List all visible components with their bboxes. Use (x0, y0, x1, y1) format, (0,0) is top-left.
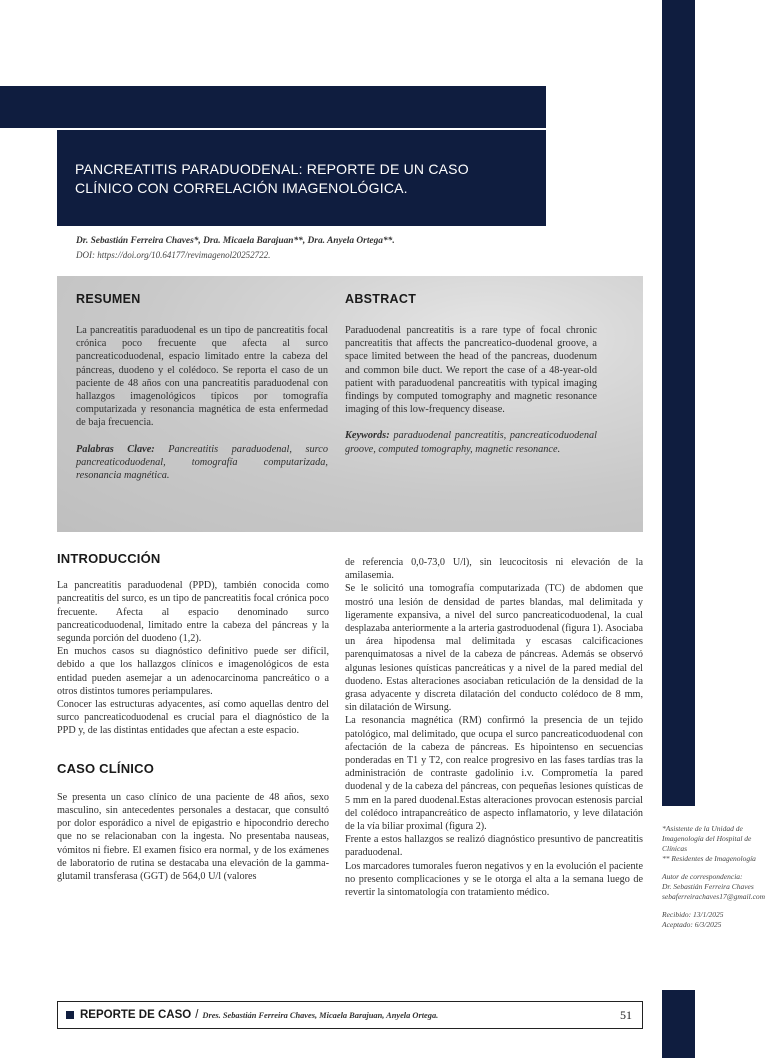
abstract-body: Paraduodenal pancreatitis is a rare type of focal chronic pancreatitis that affects the pancreatico-duodenal groove, a space limited between the head of the pancreas, duodenum and common bile duct. We report the case of a 48-year-old patient with paraduodenal pancreatitis with typical imaging findings by computed tomography and magnetic resonance imaging of this low-frequency disease. (345, 325, 597, 416)
intro-heading: INTRODUCCIÓN (57, 551, 161, 566)
right-paragraph-1: Se le solicitó una tomografía computarizada (TC) de abdomen que mostró una lesión de densidad de partes blandas, mal delimitada y ligeramente expansiva, a nivel del surco pancreaticoduodenal, la cual desplazaba anteriormente a la arteria gastroduodenal (figura 1). Asociaba un área hipodensa mal delimitada y escasas calcificaciones parenquimatosas a nivel de la cabeza de páncreas. Además se observó algunas lesiones quísticas pancreáticas y a nivel de la pared medial del duodeno. Estas alteraciones asociaban reticulación de la densidad de la grasa adyacente y discreta dilatación del conducto colédoco de 8 mm, sin dilatación de Wirsung. (345, 583, 643, 714)
resumen-keywords-label: Palabras Clave: (76, 443, 155, 455)
footer-authors: Dres. Sebastián Ferreira Chaves, Micaela Barajuan, Anyela Ortega. (202, 1010, 439, 1020)
side-notes (662, 824, 777, 930)
abstract-keywords-text: paraduodenal pancreatitis, pancreaticoduodenal groove, computed tomography, magnetic resonance. (345, 430, 597, 455)
header-band (0, 86, 546, 128)
resumen-keywords (76, 443, 328, 483)
abstract-column (345, 292, 597, 456)
right-paragraph-3: Frente a estos hallazgos se realizó diagnóstico presuntivo de pancreatitis paraduodenal. (345, 834, 643, 859)
affiliation-2: ** Residentes de Imagenología (662, 854, 756, 863)
abstract-panel (57, 276, 643, 532)
correspondence-name: Dr. Sebastián Ferreira Chaves (662, 882, 754, 891)
title-line-2: CLÍNICO CON CORRELACIÓN IMAGENOLÓGICA. (75, 180, 408, 196)
footer-separator: / (195, 1009, 199, 1021)
square-bullet-icon (66, 1011, 74, 1019)
right-paragraph-0: de referencia 0,0-73,0 U/l), sin leucocitosis ni elevación de la amilasemia. (345, 557, 643, 582)
page-number: 51 (620, 1007, 632, 1022)
correspondence-label: Autor de correspondencia: (662, 872, 743, 881)
right-paragraph-2: La resonancia magnética (RM) confirmó la presencia de un tejido patológico, mal delimitado, que ocupa el surco pancreaticoduodenal con afectación de la cabeza de páncreas. Es hipointenso en secuencias ponderadas en T1 y T2, con realce progresivo en las fases tardías tras la administración de contraste gadolinio i.v. Comprometía la pared duodenal y de la cabeza del páncreas, con pequeñas lesiones quísticas de 5 mm en la pared duodenal.Estas alteraciones provocan estenosis parcial del colédoco intrapancreático de aspecto inflamatorio, y leve dilatación de la vía biliar proximal (figura 2). (345, 715, 643, 833)
authors-line: Dr. Sebastián Ferreira Chaves*, Dra. Micaela Barajuan**, Dra. Anyela Ortega**. (76, 236, 395, 246)
received-date: Recibido: 13/1/2025 (662, 910, 724, 919)
sidebar-stripe-bottom (662, 990, 695, 1058)
intro-paragraph-3: Conocer las estructuras adyacentes, así como aquellas dentro del surco pancreaticoduodenal es crucial para el diagnóstico de la PPD y, de las distintas entidades que afectan a este espacio. (57, 699, 329, 737)
correspondence-email[interactable]: sebaferreirachaves17@gmail.com (662, 892, 766, 901)
sidebar-stripe-top (662, 0, 695, 806)
resumen-keywords-text: Pancreatitis paraduodenal, surco pancreaticoduodenal, tomografía computarizada, resonancia magnética. (76, 443, 328, 482)
doi-link[interactable]: DOI: https://doi.org/10.64177/revimagenol20252722. (76, 250, 271, 260)
title-line-1: PANCREATITIS PARADUODENAL: REPORTE DE UN CASO (75, 161, 469, 177)
resumen-heading: RESUMEN (76, 292, 141, 306)
accepted-date: Aceptado: 6/3/2025 (662, 920, 722, 929)
article-title (75, 160, 526, 198)
title-box (57, 130, 546, 226)
intro-paragraph-2: En muchos casos su diagnóstico definitivo puede ser difícil, debido a que los hallazgos clínicos e imagenológicos de esta entidad pueden asemejar a un adenocarcinoma pancreático o a otros distintos tumores periampulares. (57, 646, 329, 697)
caso-paragraph-1: Se presenta un caso clínico de una paciente de 48 años, sexo masculino, sin antecedentes personales a destacar, que consultó por dolor esporádico a nivel de epigastrio e hipocondrio derecho que no se relacionaban con la ingesta. No presentaba nauseas, vómitos ni fiebre. El examen físico era normal, y de los exámenes de laboratorio de rutina se destacaba una elevación de la gamma-glutamil transferasa (GGT) de 564,0 U/l (valores (57, 791, 329, 883)
body-column-left (57, 552, 329, 883)
resumen-body: La pancreatitis paraduodenal es un tipo de pancreatitis focal crónica poco frecuente que afecta al surco pancreaticoduodenal, espacio limitado entre la cabeza del páncreas, duodeno y el colédoco. Se reporta el caso de un paciente de 48 años con una pancreatitis paraduodenal con hallazgos imagenológicos típicos por tomografía computarizada y resonancia magnética de esta enfermedad de baja frecuencia. (76, 325, 328, 429)
affiliation-1: *Asistente de la Unidad de Imagenología del Hospital de Clínicas (662, 824, 752, 853)
page-footer (57, 1001, 643, 1029)
caso-heading: CASO CLÍNICO (57, 760, 155, 776)
abstract-heading: ABSTRACT (345, 292, 417, 306)
abstract-keywords (345, 429, 597, 455)
intro-paragraph-1: La pancreatitis paraduodenal (PPD), también conocida como pancreatitis del surco, es un tipo de pancreatitis focal crónica poco frecuente. Afecta al espacio denominado surco pancreaticoduodenal, limitado entre la cabeza del páncreas y la segunda porción del duodeno (1,2). (57, 580, 329, 645)
footer-section-label: REPORTE DE CASO (80, 1009, 192, 1021)
right-paragraph-4: Los marcadores tumorales fueron negativos y en la evolución el paciente no presento complicaciones y se le otorga el alta a la semana luego de revertir la sintomatología con tratamiento médico. (345, 860, 643, 899)
resumen-column (76, 292, 328, 482)
body-column-right (345, 556, 643, 899)
abstract-keywords-label: Keywords: (345, 430, 390, 442)
